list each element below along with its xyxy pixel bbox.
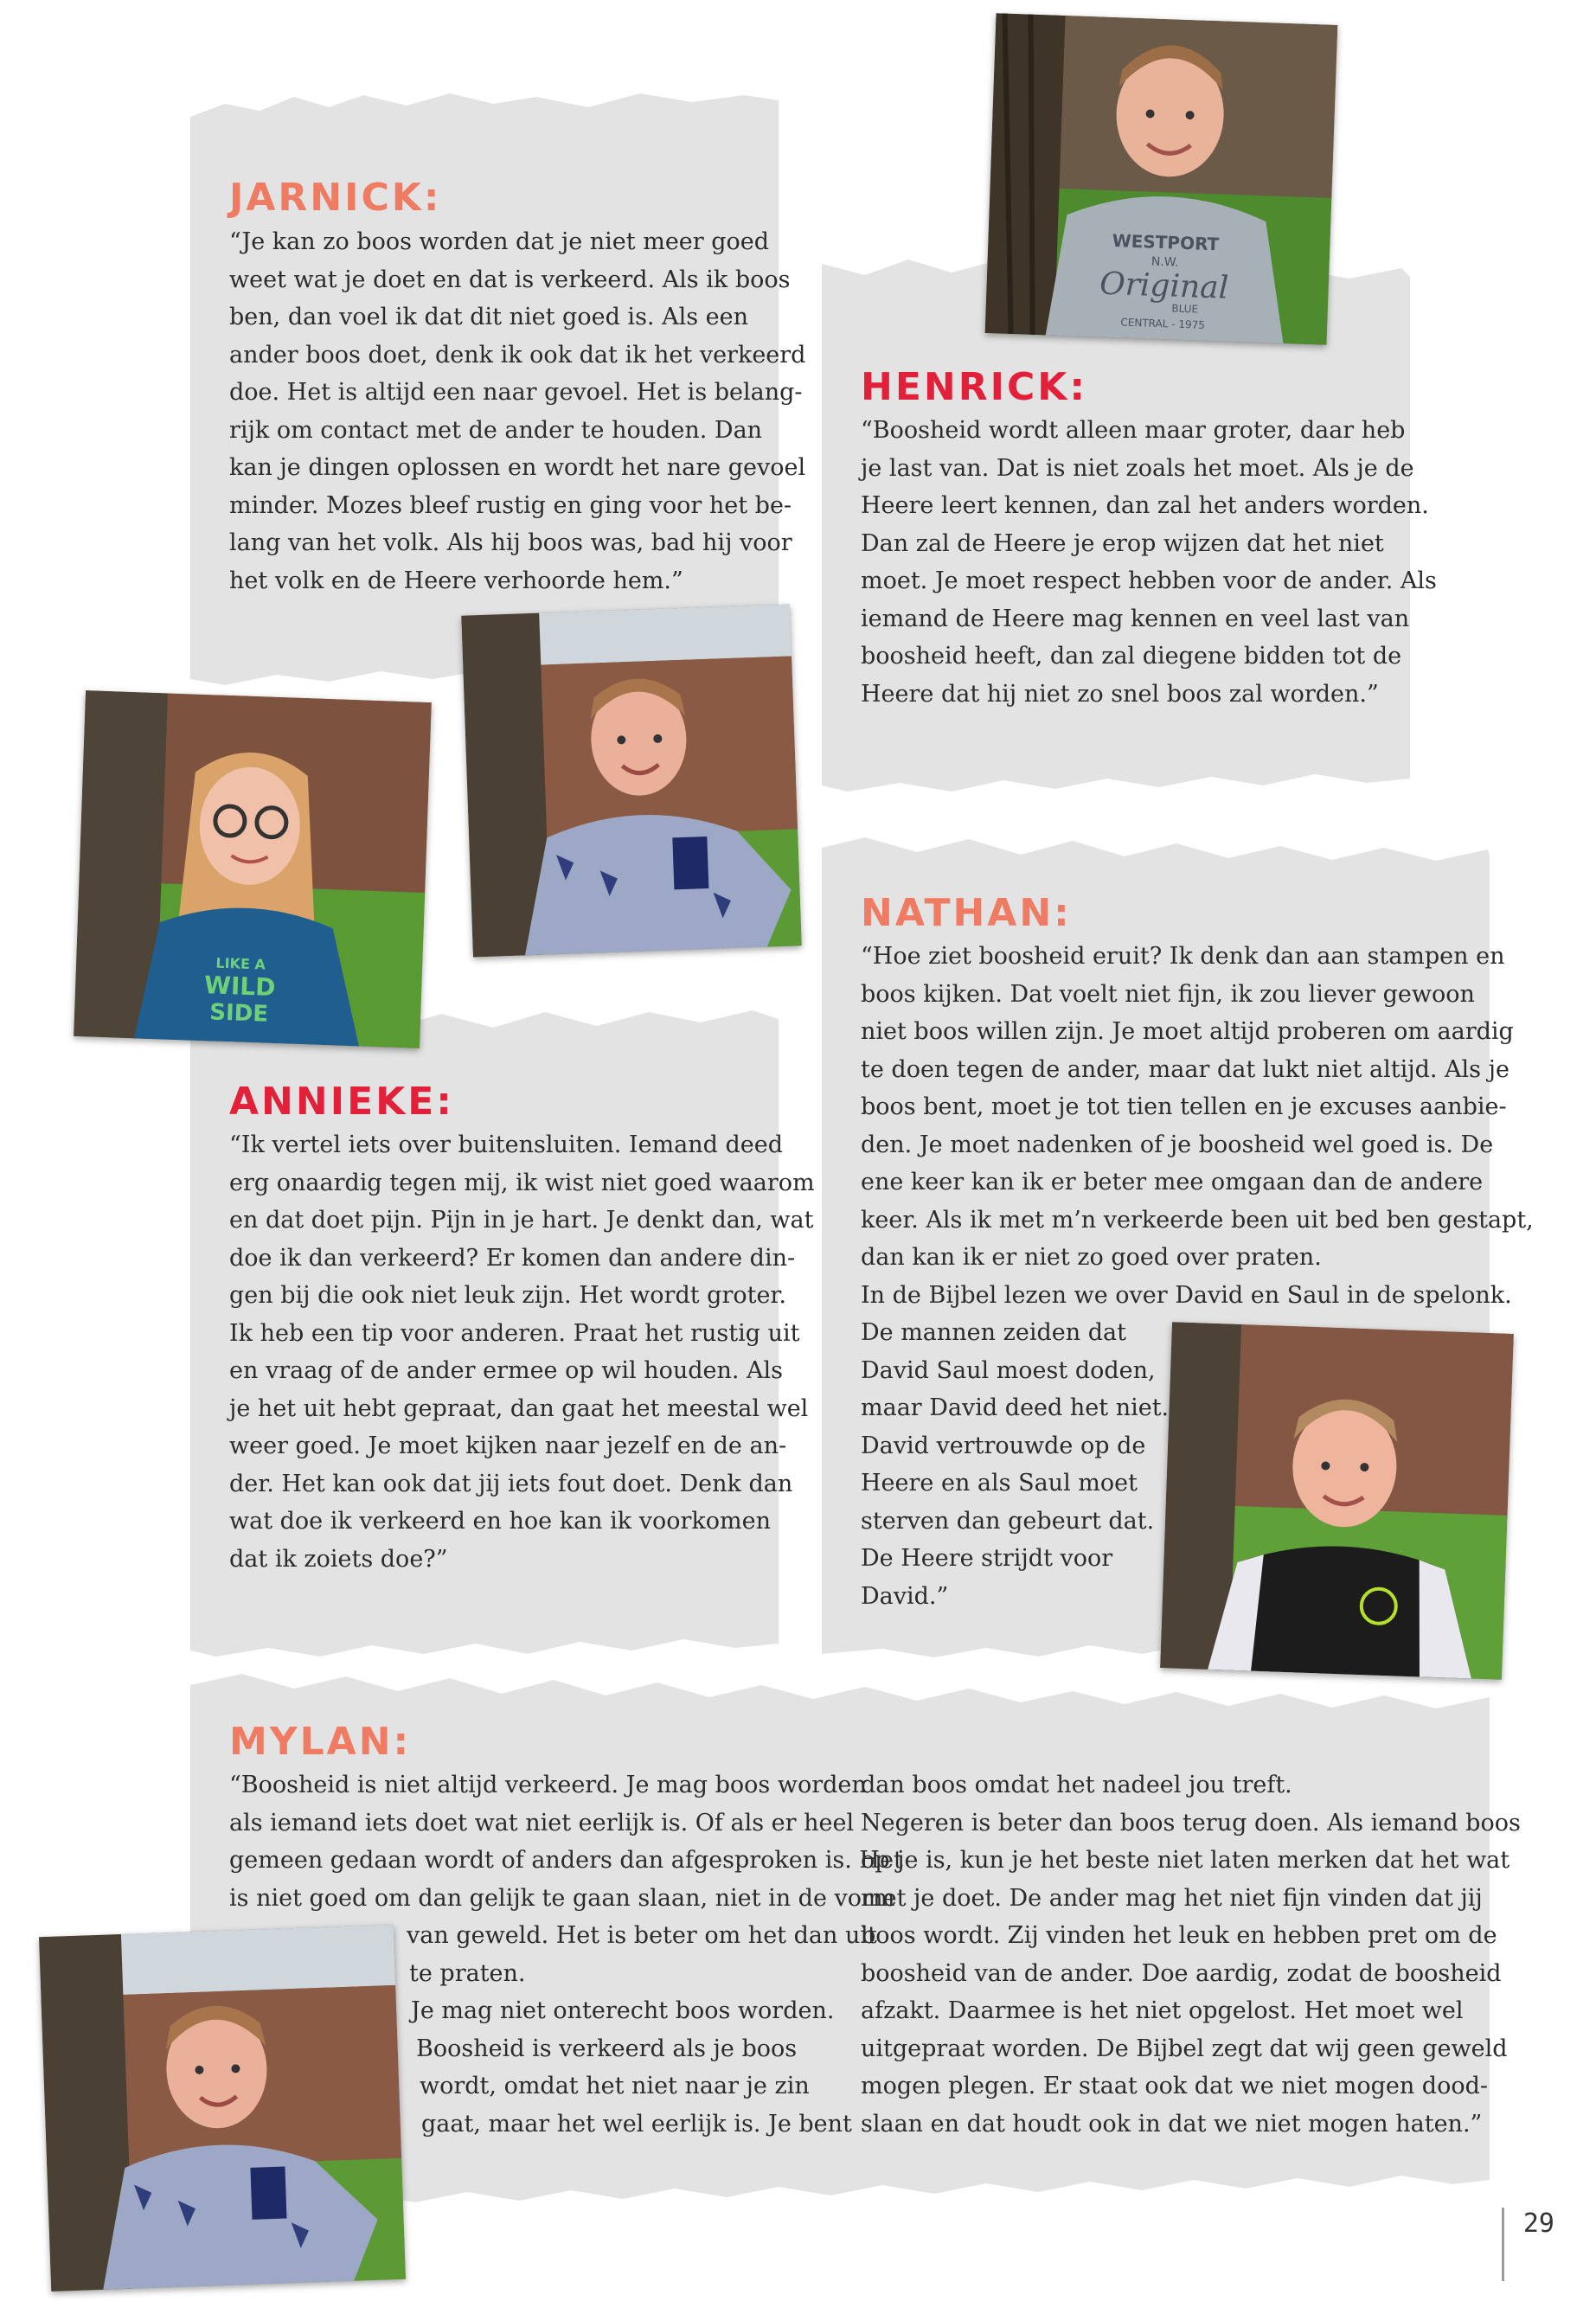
heading-nathan: NATHAN: xyxy=(861,891,1072,935)
quote-line: David.” xyxy=(861,1582,949,1610)
quote-line: uitgepraat worden. De Bijbel zegt dat wij geen geweld xyxy=(861,2035,1508,2062)
quote-line: David Saul moest doden, xyxy=(861,1356,1156,1384)
quote-line: te praten. xyxy=(409,1959,526,1987)
shirt-print-line: N.W. xyxy=(1151,254,1179,270)
shirt-print-line: LIKE A xyxy=(215,954,266,973)
quote-line: met je doet. De ander mag het niet fijn vinden dat jij xyxy=(861,1884,1483,1912)
quote-line: als iemand iets doet wat niet eerlijk is. Of als er heel xyxy=(229,1809,855,1836)
quote-line: sterven dan gebeurt dat. xyxy=(861,1507,1155,1535)
quote-jarnick xyxy=(229,223,805,599)
quote-line: ander boos doet, denk ik ook dat ik het verkeerd xyxy=(229,341,806,369)
quote-line: lang van het volk. Als hij boos was, bad hij voor xyxy=(229,529,792,556)
quote-line: den. Je moet nadenken of je boosheid wel goed is. De xyxy=(861,1131,1494,1158)
quote-line: In de Bijbel lezen we over David en Saul in de spelonk. xyxy=(861,1281,1512,1309)
quote-line: Dan zal de Heere je erop wijzen dat het niet xyxy=(861,529,1384,557)
quote-line: “Ik vertel iets over buitensluiten. Iemand deed xyxy=(229,1131,784,1158)
quote-line: van geweld. Het is beter om het dan uit xyxy=(407,1922,877,1949)
quote-line: der. Het kan ook dat jij iets fout doet. Denk dan xyxy=(229,1470,793,1497)
quote-line: erg onaardig tegen mij, ik wist niet goed waarom xyxy=(229,1169,815,1196)
quote-line: iemand de Heere mag kennen en veel last van xyxy=(861,605,1410,632)
quote-line: “Boosheid is niet altijd verkeerd. Je mag boos worden xyxy=(229,1772,867,1798)
quote-line: ene keer kan ik er beter mee omgaan dan de andere xyxy=(861,1169,1484,1195)
shirt-print-line: Original xyxy=(1099,266,1229,306)
quote-line: wat doe ik verkeerd en hoe kan ik voorkomen xyxy=(229,1508,771,1535)
quote-line: op je is, kun je het beste niet laten merken dat het wat xyxy=(861,1847,1510,1874)
quote-line: boosheid van de ander. Doe aardig, zodat de boosheid xyxy=(861,1959,1502,1987)
quote-line: moet. Je moet respect hebben voor de ander. Als xyxy=(861,567,1437,594)
heading-mylan: MYLAN: xyxy=(229,1720,412,1764)
quote-line: dan kan ik er niet zo goed over praten. xyxy=(861,1244,1322,1271)
quote-line: Boosheid is verkeerd als je boos xyxy=(416,2035,798,2062)
quote-line: rijk om contact met de ander te houden. Dan xyxy=(229,416,763,444)
photo-annieke xyxy=(74,690,432,1048)
photo-nathan xyxy=(1160,1322,1514,1680)
quote-line: doe. Het is altijd een naar gevoel. Het is belang- xyxy=(229,379,803,406)
quote-line: is niet goed om dan gelijk te gaan slaan, niet in de vorm xyxy=(229,1884,895,1912)
quote-line: David vertrouwde op de xyxy=(861,1432,1146,1459)
quote-line: slaan en dat houdt ook in dat we niet mogen haten.” xyxy=(861,2110,1483,2138)
quote-line: dat ik zoiets doe?” xyxy=(229,1545,448,1573)
quote-line: je last van. Dat is niet zoals het moet. Als je de xyxy=(861,454,1414,482)
quote-line: het volk en de Heere verhoorde hem.” xyxy=(229,567,683,594)
quote-line: Je mag niet onterecht boos worden. xyxy=(411,1997,835,2024)
quote-line: maar David deed het niet. xyxy=(861,1394,1170,1421)
quote-line: Ik heb een tip voor anderen. Praat het rustig uit xyxy=(229,1319,800,1347)
quote-line: Heere leert kennen, dan zal het anders worden. xyxy=(861,492,1429,519)
quote-line: boos wordt. Zij vinden het leuk en hebben pret om de xyxy=(861,1922,1497,1949)
quote-line: boos kijken. Dat voelt niet fijn, ik zou liever gewoon xyxy=(861,980,1475,1008)
quote-line: De Heere strijdt voor xyxy=(861,1545,1113,1572)
quote-line: mogen plegen. Er staat ook dat we niet mogen dood- xyxy=(861,2073,1489,2099)
quote-line: boosheid heeft, dan zal diegene bidden tot de xyxy=(861,643,1402,670)
photo-mylan xyxy=(39,1925,406,2291)
quote-line: je het uit hebt gepraat, dan gaat het meestal wel xyxy=(229,1394,809,1422)
quote-line: wordt, omdat het niet naar je zin xyxy=(420,2073,810,2099)
photo-henrick xyxy=(985,13,1338,345)
quote-line: minder. Mozes bleef rustig en ging voor het be- xyxy=(229,491,792,519)
quote-line: dan boos omdat het nadeel jou treft. xyxy=(861,1772,1292,1798)
heading-henrick: HENRICK: xyxy=(861,365,1087,409)
photo-jarnick xyxy=(461,604,802,957)
quote-line: Heere en als Saul moet xyxy=(861,1470,1138,1497)
quote-line: weer goed. Je moet kijken naar jezelf en de an- xyxy=(229,1433,787,1459)
quote-line: “Je kan zo boos worden dat je niet meer goed xyxy=(229,228,770,255)
quote-line: kan je dingen oplossen en wordt het nare gevoel xyxy=(229,454,806,481)
quote-line: keer. Als ik met m’n verkeerde been uit bed ben gestapt, xyxy=(861,1206,1534,1234)
quote-line: gaat, maar het wel eerlijk is. Je bent xyxy=(421,2110,852,2138)
shirt-print-line: WESTPORT xyxy=(1112,230,1220,255)
quote-line: gemeen gedaan wordt of anders dan afgesproken is. Het xyxy=(229,1847,903,1874)
quote-line: te doen tegen de ander, maar dat lukt niet altijd. Als je xyxy=(861,1055,1509,1083)
shirt-print-line: CENTRAL - 1975 xyxy=(1120,316,1206,331)
quote-mylan-right xyxy=(861,1766,1521,2143)
quote-line: De mannen zeiden dat xyxy=(861,1319,1126,1346)
quote-line: ben, dan voel ik dat dit niet goed is. Als een xyxy=(229,304,749,330)
quote-line: boos bent, moet je tot tien tellen en je excuses aanbie- xyxy=(861,1093,1507,1120)
quote-line: Heere dat hij niet zo snel boos zal worden.” xyxy=(861,680,1379,708)
shirt-print-line: SIDE xyxy=(208,999,269,1028)
quote-henrick xyxy=(861,412,1437,713)
quote-annieke xyxy=(229,1126,815,1578)
quote-line: gen bij die ook niet leuk zijn. Het wordt groter. xyxy=(229,1282,786,1309)
quote-line: “Hoe ziet boosheid eruit? Ik denk dan aan stampen en xyxy=(861,943,1505,970)
quote-line: en vraag of de ander ermee op wil houden. Als xyxy=(229,1357,784,1384)
heading-jarnick: JARNICK: xyxy=(229,176,442,220)
quote-line: niet boos willen zijn. Je moet altijd proberen om aardig xyxy=(861,1018,1514,1045)
quote-line: afzakt. Daarmee is het niet opgelost. Het moet wel xyxy=(861,1997,1464,2024)
quote-line: doe ik dan verkeerd? Er komen dan andere din- xyxy=(229,1244,796,1272)
page-number: 29 xyxy=(1522,2208,1554,2239)
quote-line: “Boosheid wordt alleen maar groter, daar heb xyxy=(861,417,1406,444)
shirt-print-line: BLUE xyxy=(1171,302,1199,316)
quote-line: Negeren is beter dan boos terug doen. Als iemand boos xyxy=(861,1809,1521,1836)
shirt-print-line: WILD xyxy=(203,971,277,1002)
heading-annieke: ANNIEKE: xyxy=(229,1080,454,1124)
quote-line: weet wat je doet en dat is verkeerd. Als ik boos xyxy=(229,266,791,293)
page-number-divider xyxy=(1502,2208,1504,2281)
quote-line: en dat doet pijn. Pijn in je hart. Je denkt dan, wat xyxy=(229,1207,814,1234)
